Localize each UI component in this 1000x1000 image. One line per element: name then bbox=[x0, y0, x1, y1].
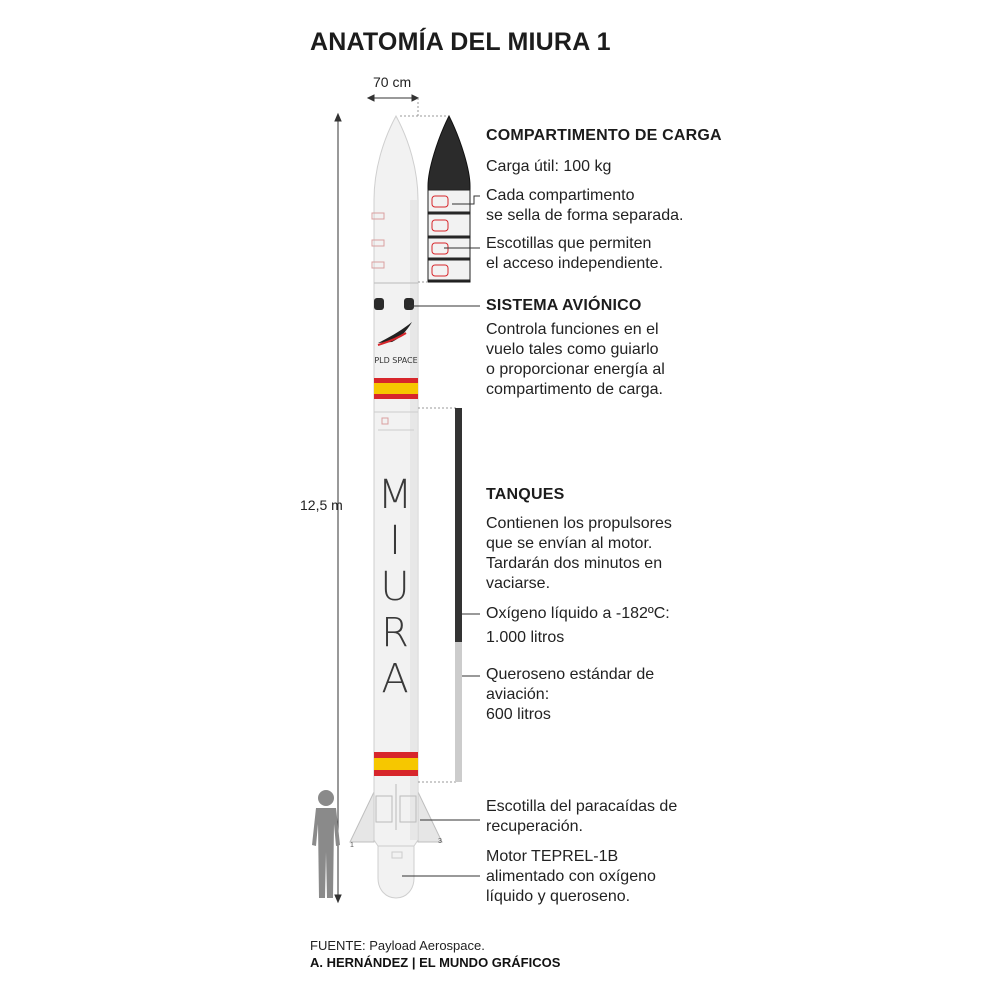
kerosene-tank-bar bbox=[455, 642, 462, 782]
parachute-line1: Escotilla del paracaídas de bbox=[486, 798, 678, 815]
source-note: FUENTE: Payload Aerospace. bbox=[310, 938, 485, 953]
fin-label-3: 3 bbox=[438, 838, 442, 845]
logo-text: PLD SPACE bbox=[374, 356, 418, 365]
tanks-line2: que se envían al motor. bbox=[486, 535, 653, 552]
payload-note2-line2: el acceso independiente. bbox=[486, 255, 664, 272]
width-dimension-arrow bbox=[368, 95, 418, 101]
tanks-line1: Contienen los propulsores bbox=[486, 515, 672, 532]
tanks-line3: Tardarán dos minutos en bbox=[486, 555, 663, 572]
avionics-line3: o proporcionar energía al bbox=[486, 361, 665, 378]
rocket-name-letter: R bbox=[381, 610, 409, 656]
kerosene-line2: aviación: bbox=[486, 686, 550, 703]
rocket-name-letter: M bbox=[377, 472, 413, 518]
lox-line2: 1.000 litros bbox=[486, 629, 565, 646]
payload-heading: COMPARTIMENTO DE CARGA bbox=[486, 127, 722, 144]
parachute-line2: recuperación. bbox=[486, 818, 583, 835]
lox-line1: Oxígeno líquido a -182ºC: bbox=[486, 605, 670, 622]
avionics-line2: vuelo tales como guiarlo bbox=[486, 341, 659, 358]
lox-tank-bar bbox=[455, 408, 462, 642]
credit-line: A. HERNÁNDEZ | EL MUNDO GRÁFICOS bbox=[310, 955, 561, 970]
rocket-name-lettering bbox=[378, 472, 413, 702]
rocket-name-letter: I bbox=[389, 518, 401, 564]
engine-line2: alimentado con oxígeno bbox=[486, 868, 656, 885]
avionics-line4: compartimento de carga. bbox=[486, 381, 663, 398]
avionics-heading: SISTEMA AVIÓNICO bbox=[486, 297, 642, 314]
engine-line1: Motor TEPREL-1B bbox=[486, 848, 619, 865]
payload-note1-line1: Cada compartimento bbox=[486, 187, 635, 204]
engine-line3: líquido y queroseno. bbox=[486, 888, 631, 905]
tanks-heading: TANQUES bbox=[486, 486, 565, 503]
avionics-line1: Controla funciones en el bbox=[486, 321, 659, 338]
human-silhouette bbox=[312, 790, 340, 898]
rocket-name-letter: U bbox=[380, 564, 410, 610]
flag-stripe-top bbox=[374, 378, 418, 399]
tanks-line4: vaciarse. bbox=[486, 575, 551, 592]
payload-note2-line1: Escotillas que permiten bbox=[486, 235, 652, 252]
fin-label-1: 1 bbox=[350, 842, 354, 849]
hull-shading bbox=[410, 200, 418, 840]
flag-stripe-bottom bbox=[374, 752, 418, 776]
kerosene-line3: 600 litros bbox=[486, 706, 551, 723]
payload-capacity: Carga útil: 100 kg bbox=[486, 158, 612, 175]
rocket-name-letter: A bbox=[381, 656, 409, 702]
kerosene-line1: Queroseno estándar de bbox=[486, 666, 655, 683]
payload-note1-line2: se sella de forma separada. bbox=[486, 207, 684, 224]
payload-cutaway bbox=[428, 116, 470, 282]
tank-dotted-guides bbox=[418, 408, 458, 782]
width-label: 70 cm bbox=[373, 74, 412, 90]
height-label: 12,5 m bbox=[300, 497, 343, 513]
page-title: ANATOMÍA DEL MIURA 1 bbox=[310, 28, 611, 56]
